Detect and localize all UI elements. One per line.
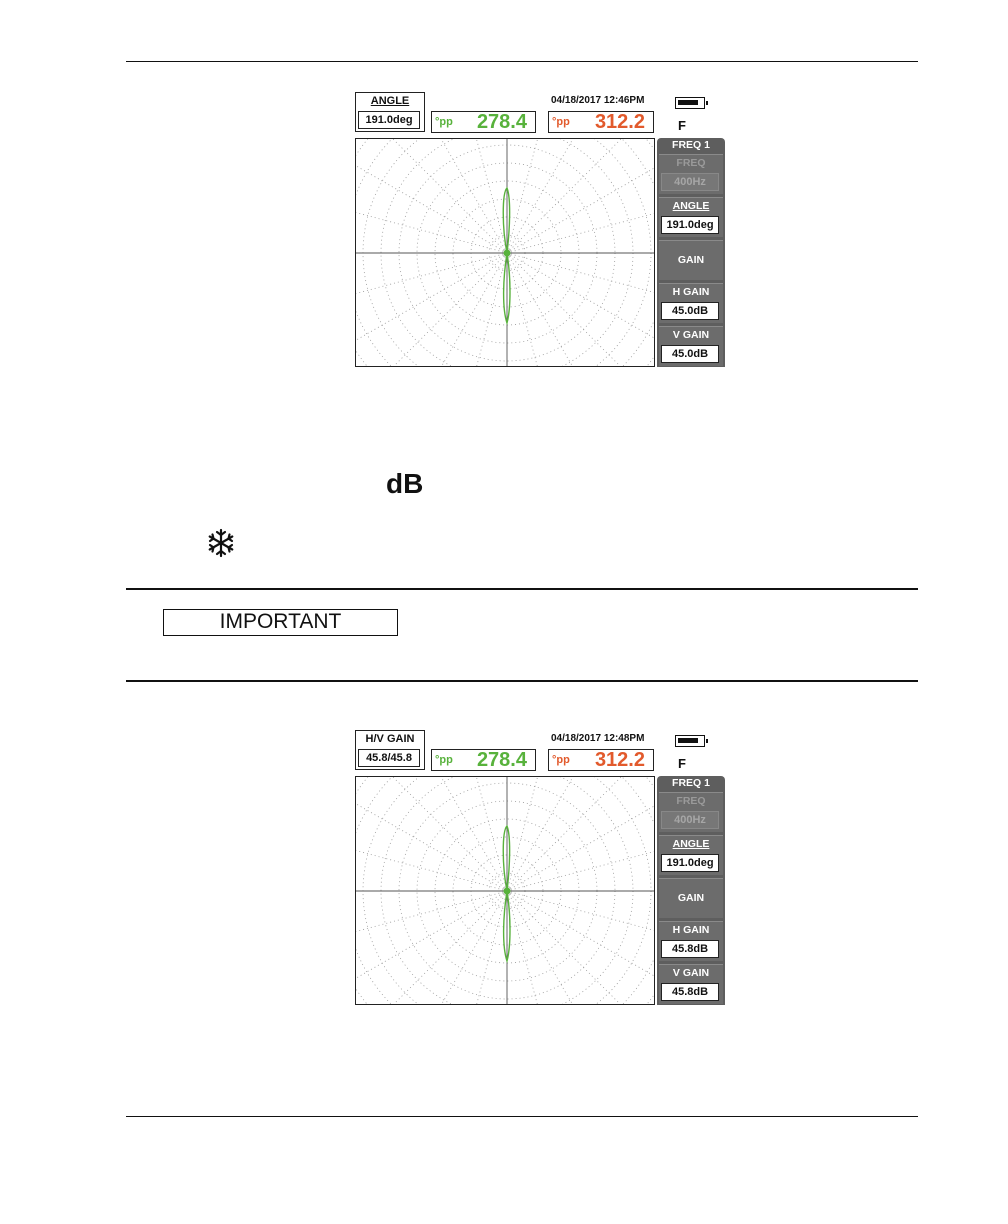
h-gain-button[interactable] xyxy=(659,921,723,961)
v-gain-label: V GAIN xyxy=(672,329,710,341)
polar-grid xyxy=(356,777,655,1005)
v-gain-value: 45.0dB xyxy=(661,345,719,363)
freq-value: 400Hz xyxy=(661,173,719,191)
freq-button[interactable] xyxy=(659,792,723,832)
measurement-value: 312.2 xyxy=(594,749,645,771)
snowflake-icon xyxy=(206,528,236,558)
gain-label: GAIN xyxy=(677,254,705,266)
v-gain-value: 45.8dB xyxy=(661,983,719,1001)
v-gain-button[interactable] xyxy=(659,964,723,1004)
frequency-indicator: F xyxy=(678,756,686,771)
freq-label: FREQ xyxy=(676,795,706,807)
measurement-unit: °pp xyxy=(435,116,453,128)
param-value: 191.0deg xyxy=(358,111,420,129)
battery-icon xyxy=(675,735,705,747)
impedance-plane-display xyxy=(355,776,655,1005)
angle-label: ANGLE xyxy=(672,838,710,850)
param-label: ANGLE xyxy=(370,95,410,107)
freq-label: FREQ xyxy=(676,157,706,169)
param-label: H/V GAIN xyxy=(365,733,415,745)
instrument-screen-angle xyxy=(355,92,725,367)
date-time: 04/18/2017 12:46PM xyxy=(551,95,645,106)
polar-grid xyxy=(356,139,655,367)
freq-button[interactable] xyxy=(659,154,723,194)
important-label: IMPORTANT xyxy=(163,609,398,636)
h-gain-value: 45.0dB xyxy=(661,302,719,320)
measurement-unit: °pp xyxy=(552,754,570,766)
menu-title: FREQ 1 xyxy=(672,139,710,151)
important-top-rule xyxy=(126,588,918,590)
impedance-plane-display xyxy=(355,138,655,367)
param-value: 45.8/45.8 xyxy=(358,749,420,767)
angle-label: ANGLE xyxy=(672,200,710,212)
signal-dot xyxy=(504,250,511,257)
measurement-green xyxy=(431,111,536,133)
gain-label: GAIN xyxy=(677,892,705,904)
gain-button[interactable] xyxy=(659,878,723,918)
h-gain-button[interactable] xyxy=(659,283,723,323)
frequency-indicator: F xyxy=(678,118,686,133)
v-gain-button[interactable] xyxy=(659,326,723,366)
param-box xyxy=(355,730,425,770)
h-gain-value: 45.8dB xyxy=(661,940,719,958)
db-key-label: dB xyxy=(386,468,424,499)
important-bottom-rule xyxy=(126,680,918,682)
measurement-value: 312.2 xyxy=(594,111,645,133)
date-time: 04/18/2017 12:48PM xyxy=(551,733,645,744)
battery-icon xyxy=(675,97,705,109)
side-menu xyxy=(657,138,725,367)
angle-value: 191.0deg xyxy=(661,216,719,234)
h-gain-label: H GAIN xyxy=(672,924,710,936)
freq-value: 400Hz xyxy=(661,811,719,829)
page-top-rule xyxy=(126,61,918,62)
angle-button[interactable] xyxy=(659,197,723,237)
measurement-red xyxy=(548,749,654,771)
side-menu xyxy=(657,776,725,1005)
gain-button[interactable] xyxy=(659,240,723,280)
angle-button[interactable] xyxy=(659,835,723,875)
measurement-green xyxy=(431,749,536,771)
v-gain-label: V GAIN xyxy=(672,967,710,979)
measurement-unit: °pp xyxy=(435,754,453,766)
menu-title: FREQ 1 xyxy=(672,777,710,789)
measurement-value: 278.4 xyxy=(476,111,527,133)
measurement-value: 278.4 xyxy=(476,749,527,771)
page-bottom-rule xyxy=(126,1116,918,1117)
signal-dot xyxy=(504,888,511,895)
param-box xyxy=(355,92,425,132)
h-gain-label: H GAIN xyxy=(672,286,710,298)
angle-value: 191.0deg xyxy=(661,854,719,872)
measurement-red xyxy=(548,111,654,133)
measurement-unit: °pp xyxy=(552,116,570,128)
instrument-screen-gain xyxy=(355,730,725,1005)
